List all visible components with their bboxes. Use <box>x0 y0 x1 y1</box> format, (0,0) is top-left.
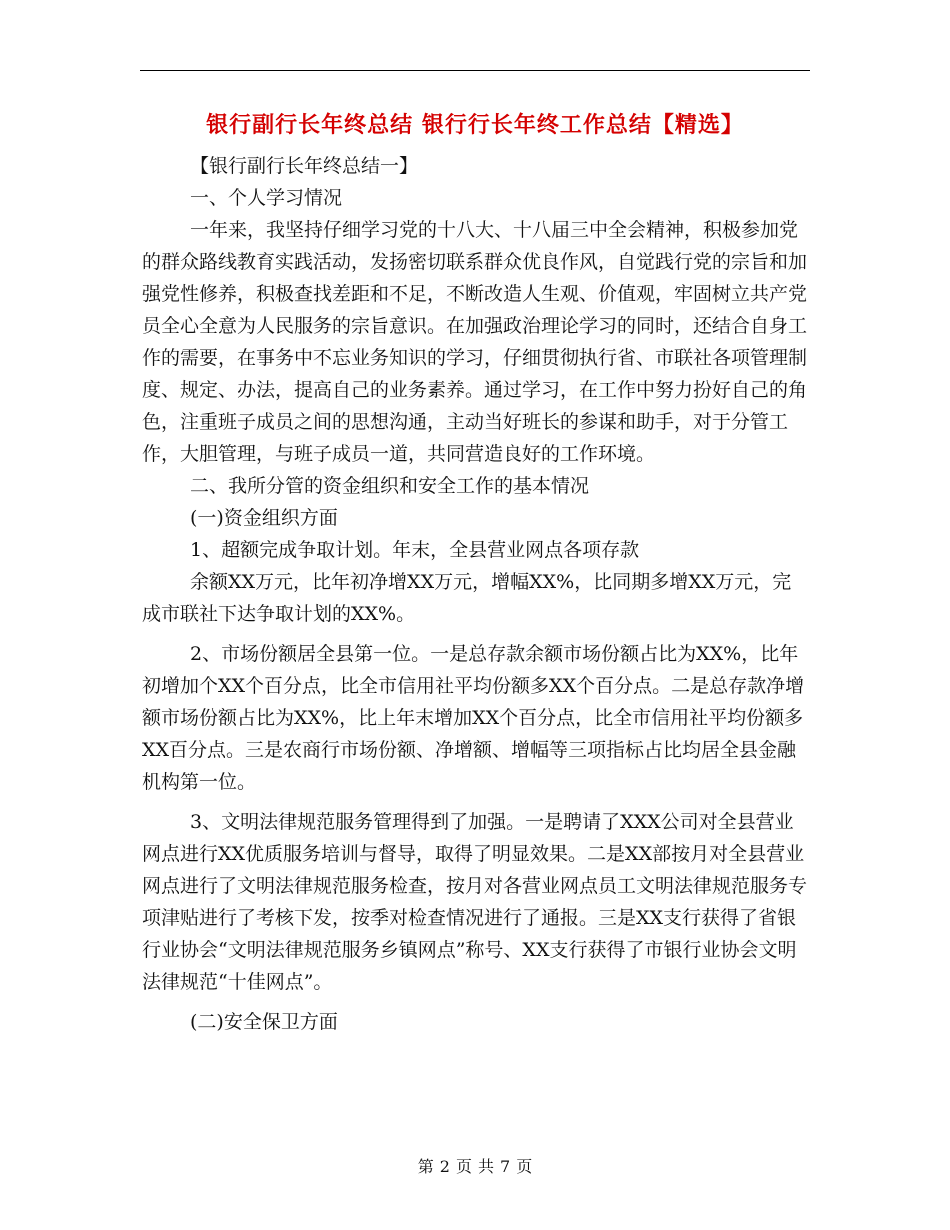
body-paragraph: 1、超额完成争取计划。年末，全县营业网点各项存款 <box>190 539 640 561</box>
body-paragraph: 一年来，我坚持仔细学习党的十八大、十八届三中全会精神，积极参加党的群众路线教育实践活动，发扬密切联系群众优良作风，自觉践行党的宗旨和加强党性修养，积极查找差距和不足，不断改造人生观、价值观，牢固树立共产党员全心全意为人民服务的宗旨意识。在加强政治理论学习的同时，还结合自身工作的需要，在事务中不忘业务知识的学习，仔细贯彻执行省、市联社各项管理制度、规定、办法，提高自己的业务素养。通过学习，在工作中努力扮好自己的角色，注重班子成员之间的思想沟通，主动当好班长的参谋和助手，对于分管工作，大胆管理，与班子成员一道，共同营造良好的工作环境。 <box>142 219 808 465</box>
footer-gong: 共 <box>478 1157 495 1176</box>
subsection-heading: 一、个人学习情况 <box>190 187 343 209</box>
body-paragraph: 余额XX万元，比年初净增XX万元，增幅XX%，比同期多增XX万元，完成市联社下达争取计划的XX%。 <box>142 571 792 625</box>
subsection-heading: (一)资金组织方面 <box>190 507 338 529</box>
header-rule <box>140 70 810 71</box>
subsection-heading: 二、我所分管的资金组织和安全工作的基本情况 <box>190 475 590 497</box>
footer-page-number: 2 <box>439 1157 450 1176</box>
page-footer <box>0 1154 950 1177</box>
footer-ye: 页 <box>455 1157 472 1176</box>
footer-total-pages: 7 <box>500 1157 511 1176</box>
body-paragraph: 2、市场份额居全县第一位。一是总存款余额市场份额占比为XX%，比年初增加个XX个百分点，比全市信用社平均份额多XX个百分点。二是总存款净增额市场份额占比为XX%，比上年末增加XX个百分点，比全市信用社平均份额多XX百分点。三是农商行市场份额、净增额、增幅等三项指标占比均居全县金融机构第一位。 <box>142 643 805 793</box>
footer-di: 第 <box>417 1157 434 1176</box>
footer-ye2: 页 <box>516 1157 533 1176</box>
body-paragraph: 3、文明法律规范服务管理得到了加强。一是聘请了XXX公司对全县营业网点进行XX优质服务培训与督导，取得了明显效果。二是XX部按月对全县营业网点进行了文明法律规范服务检查，按月对各营业网点员工文明法律规范服务专项津贴进行了考核下发，按季对检查情况进行了通报。三是XX支行获得了省银行业协会“文明法律规范服务乡镇网点”称号、XX支行获得了市银行业协会文明法律规范“十佳网点”。 <box>142 811 808 993</box>
document-body <box>142 150 810 1038</box>
section-heading: 【银行副行长年终总结一】 <box>190 155 419 177</box>
document-title: 银行副行长年终总结 银行行长年终工作总结【精选】 <box>206 113 744 138</box>
subsection-heading: (二)安全保卫方面 <box>190 1011 338 1033</box>
